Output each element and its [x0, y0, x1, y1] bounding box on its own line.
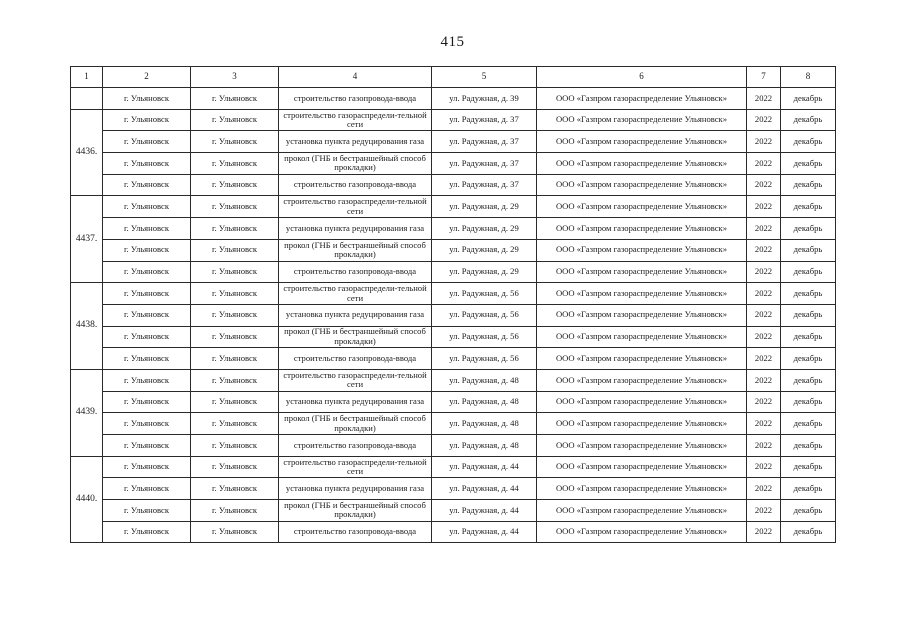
cell-municipality: г. Ульяновск — [191, 239, 279, 261]
column-header: 5 — [432, 67, 537, 88]
cell-month: декабрь — [781, 304, 836, 326]
cell-year: 2022 — [747, 218, 781, 240]
cell-work-type: прокол (ГНБ и бестраншейный способ прокладки) — [279, 500, 432, 522]
cell-municipality: г. Ульяновск — [191, 456, 279, 478]
cell-month: декабрь — [781, 196, 836, 218]
cell-locality: г. Ульяновск — [103, 500, 191, 522]
cell-month: декабрь — [781, 239, 836, 261]
table-row — [71, 304, 836, 326]
table-row — [71, 435, 836, 457]
cell-number: 4440. — [71, 456, 103, 543]
cell-locality: г. Ульяновск — [103, 521, 191, 543]
table-row — [71, 153, 836, 175]
cell-locality: г. Ульяновск — [103, 326, 191, 348]
cell-month: декабрь — [781, 413, 836, 435]
cell-organization: ООО «Газпром газораспределение Ульяновск» — [537, 261, 747, 283]
cell-address: ул. Радужная, д. 48 — [432, 435, 537, 457]
cell-work-type: строительство газораспредели-тельной сети — [279, 456, 432, 478]
cell-year: 2022 — [747, 348, 781, 370]
cell-locality: г. Ульяновск — [103, 391, 191, 413]
cell-month: декабрь — [781, 153, 836, 175]
cell-month: декабрь — [781, 283, 836, 305]
cell-year: 2022 — [747, 109, 781, 131]
cell-address: ул. Радужная, д. 29 — [432, 261, 537, 283]
table-row — [71, 88, 836, 110]
cell-year: 2022 — [747, 304, 781, 326]
cell-municipality: г. Ульяновск — [191, 153, 279, 175]
registry-table — [70, 66, 836, 543]
cell-year: 2022 — [747, 478, 781, 500]
cell-organization: ООО «Газпром газораспределение Ульяновск» — [537, 478, 747, 500]
cell-organization: ООО «Газпром газораспределение Ульяновск» — [537, 153, 747, 175]
cell-year: 2022 — [747, 391, 781, 413]
cell-locality: г. Ульяновск — [103, 456, 191, 478]
cell-municipality: г. Ульяновск — [191, 174, 279, 196]
cell-year: 2022 — [747, 435, 781, 457]
cell-address: ул. Радужная, д. 37 — [432, 131, 537, 153]
cell-year: 2022 — [747, 326, 781, 348]
column-header: 8 — [781, 67, 836, 88]
cell-work-type: строительство газопровода-ввода — [279, 435, 432, 457]
cell-month: декабрь — [781, 261, 836, 283]
cell-month: декабрь — [781, 456, 836, 478]
cell-work-type: установка пункта редуцирования газа — [279, 131, 432, 153]
table-row — [71, 413, 836, 435]
cell-year: 2022 — [747, 283, 781, 305]
table-row — [71, 131, 836, 153]
table-row — [71, 239, 836, 261]
cell-month: декабрь — [781, 88, 836, 110]
cell-locality: г. Ульяновск — [103, 348, 191, 370]
cell-locality: г. Ульяновск — [103, 174, 191, 196]
cell-address: ул. Радужная, д. 48 — [432, 391, 537, 413]
cell-address: ул. Радужная, д. 56 — [432, 326, 537, 348]
column-header: 2 — [103, 67, 191, 88]
cell-work-type: установка пункта редуцирования газа — [279, 478, 432, 500]
cell-address: ул. Радужная, д. 44 — [432, 500, 537, 522]
cell-address: ул. Радужная, д. 44 — [432, 478, 537, 500]
cell-month: декабрь — [781, 521, 836, 543]
cell-address: ул. Радужная, д. 37 — [432, 109, 537, 131]
cell-work-type: строительство газопровода-ввода — [279, 261, 432, 283]
cell-locality: г. Ульяновск — [103, 239, 191, 261]
cell-locality: г. Ульяновск — [103, 413, 191, 435]
cell-number: 4438. — [71, 283, 103, 370]
column-header: 7 — [747, 67, 781, 88]
cell-work-type: строительство газопровода-ввода — [279, 521, 432, 543]
cell-address: ул. Радужная, д. 29 — [432, 239, 537, 261]
cell-work-type: установка пункта редуцирования газа — [279, 391, 432, 413]
cell-address: ул. Радужная, д. 29 — [432, 196, 537, 218]
cell-month: декабрь — [781, 218, 836, 240]
table-row — [71, 478, 836, 500]
cell-municipality: г. Ульяновск — [191, 369, 279, 391]
cell-year: 2022 — [747, 196, 781, 218]
table-row — [71, 196, 836, 218]
column-header: 3 — [191, 67, 279, 88]
cell-number — [71, 88, 103, 110]
cell-month: декабрь — [781, 500, 836, 522]
cell-number: 4436. — [71, 109, 103, 196]
cell-year: 2022 — [747, 174, 781, 196]
cell-work-type: строительство газопровода-ввода — [279, 174, 432, 196]
cell-year: 2022 — [747, 131, 781, 153]
cell-organization: ООО «Газпром газораспределение Ульяновск» — [537, 196, 747, 218]
cell-organization: ООО «Газпром газораспределение Ульяновск» — [537, 88, 747, 110]
cell-locality: г. Ульяновск — [103, 218, 191, 240]
cell-municipality: г. Ульяновск — [191, 435, 279, 457]
column-header: 6 — [537, 67, 747, 88]
table-row — [71, 369, 836, 391]
cell-address: ул. Радужная, д. 37 — [432, 153, 537, 175]
cell-locality: г. Ульяновск — [103, 304, 191, 326]
cell-organization: ООО «Газпром газораспределение Ульяновск» — [537, 500, 747, 522]
cell-municipality: г. Ульяновск — [191, 478, 279, 500]
table-row — [71, 218, 836, 240]
table-row — [71, 261, 836, 283]
cell-address: ул. Радужная, д. 39 — [432, 88, 537, 110]
cell-organization: ООО «Газпром газораспределение Ульяновск» — [537, 391, 747, 413]
cell-address: ул. Радужная, д. 44 — [432, 456, 537, 478]
cell-locality: г. Ульяновск — [103, 109, 191, 131]
cell-municipality: г. Ульяновск — [191, 326, 279, 348]
column-header-row — [71, 67, 836, 88]
cell-work-type: прокол (ГНБ и бестраншейный способ прокладки) — [279, 239, 432, 261]
cell-municipality: г. Ульяновск — [191, 88, 279, 110]
cell-organization: ООО «Газпром газораспределение Ульяновск» — [537, 435, 747, 457]
cell-locality: г. Ульяновск — [103, 88, 191, 110]
cell-locality: г. Ульяновск — [103, 478, 191, 500]
cell-work-type: строительство газопровода-ввода — [279, 88, 432, 110]
cell-year: 2022 — [747, 261, 781, 283]
cell-year: 2022 — [747, 413, 781, 435]
cell-locality: г. Ульяновск — [103, 261, 191, 283]
cell-work-type: установка пункта редуцирования газа — [279, 304, 432, 326]
cell-organization: ООО «Газпром газораспределение Ульяновск» — [537, 348, 747, 370]
cell-year: 2022 — [747, 500, 781, 522]
cell-organization: ООО «Газпром газораспределение Ульяновск» — [537, 369, 747, 391]
cell-month: декабрь — [781, 109, 836, 131]
cell-locality: г. Ульяновск — [103, 369, 191, 391]
cell-municipality: г. Ульяновск — [191, 413, 279, 435]
cell-address: ул. Радужная, д. 56 — [432, 348, 537, 370]
cell-municipality: г. Ульяновск — [191, 109, 279, 131]
cell-address: ул. Радужная, д. 44 — [432, 521, 537, 543]
table-row — [71, 326, 836, 348]
cell-address: ул. Радужная, д. 29 — [432, 218, 537, 240]
cell-work-type: установка пункта редуцирования газа — [279, 218, 432, 240]
cell-organization: ООО «Газпром газораспределение Ульяновск» — [537, 174, 747, 196]
cell-organization: ООО «Газпром газораспределение Ульяновск» — [537, 413, 747, 435]
cell-municipality: г. Ульяновск — [191, 500, 279, 522]
cell-municipality: г. Ульяновск — [191, 131, 279, 153]
cell-organization: ООО «Газпром газораспределение Ульяновск» — [537, 109, 747, 131]
table-row — [71, 174, 836, 196]
cell-year: 2022 — [747, 369, 781, 391]
cell-work-type: прокол (ГНБ и бестраншейный способ прокладки) — [279, 153, 432, 175]
cell-locality: г. Ульяновск — [103, 131, 191, 153]
cell-work-type: строительство газораспредели-тельной сети — [279, 283, 432, 305]
cell-address: ул. Радужная, д. 37 — [432, 174, 537, 196]
cell-locality: г. Ульяновск — [103, 196, 191, 218]
cell-locality: г. Ульяновск — [103, 153, 191, 175]
cell-month: декабрь — [781, 478, 836, 500]
page-number: 415 — [440, 34, 465, 50]
cell-organization: ООО «Газпром газораспределение Ульяновск» — [537, 304, 747, 326]
cell-work-type: прокол (ГНБ и бестраншейный способ прокладки) — [279, 326, 432, 348]
cell-work-type: прокол (ГНБ и бестраншейный способ прокладки) — [279, 413, 432, 435]
cell-year: 2022 — [747, 153, 781, 175]
cell-year: 2022 — [747, 521, 781, 543]
cell-municipality: г. Ульяновск — [191, 391, 279, 413]
cell-month: декабрь — [781, 174, 836, 196]
cell-municipality: г. Ульяновск — [191, 261, 279, 283]
cell-municipality: г. Ульяновск — [191, 196, 279, 218]
cell-organization: ООО «Газпром газораспределение Ульяновск» — [537, 283, 747, 305]
cell-work-type: строительство газораспредели-тельной сети — [279, 109, 432, 131]
cell-locality: г. Ульяновск — [103, 435, 191, 457]
column-header: 4 — [279, 67, 432, 88]
cell-locality: г. Ульяновск — [103, 283, 191, 305]
table-row — [71, 391, 836, 413]
cell-month: декабрь — [781, 326, 836, 348]
cell-organization: ООО «Газпром газораспределение Ульяновск» — [537, 326, 747, 348]
cell-month: декабрь — [781, 131, 836, 153]
cell-municipality: г. Ульяновск — [191, 304, 279, 326]
table-row — [71, 283, 836, 305]
cell-year: 2022 — [747, 239, 781, 261]
cell-organization: ООО «Газпром газораспределение Ульяновск» — [537, 456, 747, 478]
cell-address: ул. Радужная, д. 56 — [432, 283, 537, 305]
cell-organization: ООО «Газпром газораспределение Ульяновск» — [537, 239, 747, 261]
cell-address: ул. Радужная, д. 48 — [432, 369, 537, 391]
cell-address: ул. Радужная, д. 56 — [432, 304, 537, 326]
cell-municipality: г. Ульяновск — [191, 218, 279, 240]
cell-work-type: строительство газопровода-ввода — [279, 348, 432, 370]
table-row — [71, 348, 836, 370]
cell-year: 2022 — [747, 88, 781, 110]
cell-work-type: строительство газораспредели-тельной сети — [279, 369, 432, 391]
cell-number: 4437. — [71, 196, 103, 283]
table-row — [71, 521, 836, 543]
table-row — [71, 456, 836, 478]
cell-month: декабрь — [781, 435, 836, 457]
cell-organization: ООО «Газпром газораспределение Ульяновск» — [537, 218, 747, 240]
cell-municipality: г. Ульяновск — [191, 348, 279, 370]
cell-municipality: г. Ульяновск — [191, 283, 279, 305]
cell-organization: ООО «Газпром газораспределение Ульяновск» — [537, 521, 747, 543]
table-row — [71, 500, 836, 522]
cell-month: декабрь — [781, 391, 836, 413]
cell-year: 2022 — [747, 456, 781, 478]
cell-organization: ООО «Газпром газораспределение Ульяновск» — [537, 131, 747, 153]
cell-month: декабрь — [781, 348, 836, 370]
cell-address: ул. Радужная, д. 48 — [432, 413, 537, 435]
cell-number: 4439. — [71, 369, 103, 456]
cell-municipality: г. Ульяновск — [191, 521, 279, 543]
table-row — [71, 109, 836, 131]
cell-month: декабрь — [781, 369, 836, 391]
cell-work-type: строительство газораспредели-тельной сети — [279, 196, 432, 218]
column-header: 1 — [71, 67, 103, 88]
